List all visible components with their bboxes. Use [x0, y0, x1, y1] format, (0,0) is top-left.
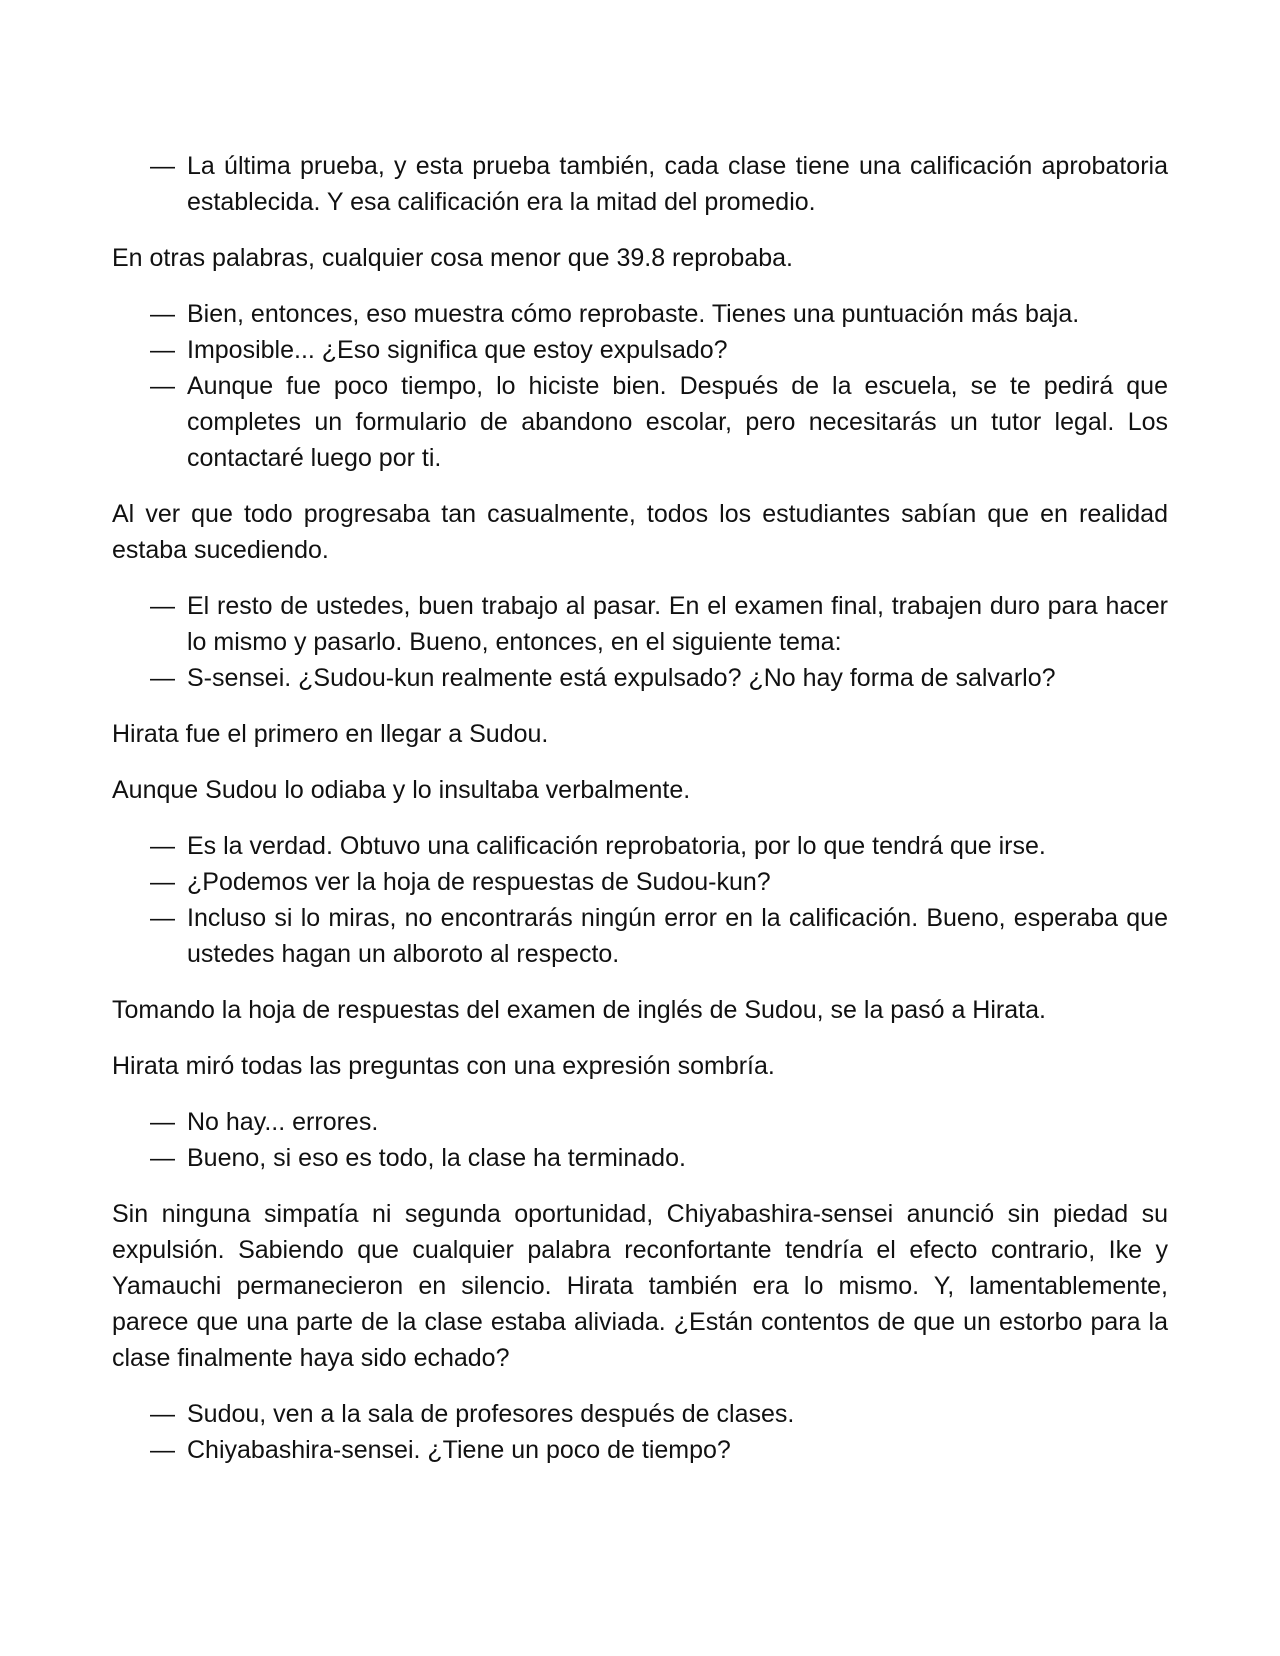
dialogue-dash: — — [150, 372, 175, 400]
dialogue-line — [112, 1432, 1168, 1468]
dialogue-dash: — — [150, 1108, 175, 1136]
narration-paragraph: En otras palabras, cualquier cosa menor que 39.8 reprobaba. — [112, 244, 793, 272]
dialogue-dash: — — [150, 832, 175, 860]
dialogue-line — [112, 828, 1168, 864]
dialogue-line — [112, 332, 1168, 368]
narration-paragraph: Hirata miró todas las preguntas con una expresión sombría. — [112, 1052, 775, 1080]
dialogue-group — [112, 148, 1168, 220]
narration-paragraph: Sin ninguna simpatía ni segunda oportunidad, Chiyabashira-sensei anunció sin piedad su expulsión. Sabiendo que cualquier palabra reconfortante tendría el efecto contrario, Ike y Yamauchi permanecieron en silencio. Hirata también era lo mismo. Y, lamentablemente, parece que una parte de la clase estaba aliviada. ¿Están contentos de que un estorbo para la clase finalmente haya sido echado? — [112, 1200, 1168, 1372]
dialogue-text: ¿Podemos ver la hoja de respuestas de Sudou-kun? — [187, 868, 771, 896]
dialogue-dash: — — [150, 1436, 175, 1464]
dialogue-text: No hay... errores. — [187, 1108, 379, 1136]
dialogue-dash: — — [150, 1400, 175, 1428]
narration-paragraph: Aunque Sudou lo odiaba y lo insultaba verbalmente. — [112, 776, 691, 804]
dialogue-line — [112, 588, 1168, 660]
narration-paragraph: Hirata fue el primero en llegar a Sudou. — [112, 720, 549, 748]
dialogue-text: Chiyabashira-sensei. ¿Tiene un poco de tiempo? — [187, 1436, 731, 1464]
dialogue-group — [112, 1396, 1168, 1468]
dialogue-text: Aunque fue poco tiempo, lo hiciste bien. Después de la escuela, se te pedirá que completes un formulario de abandono escolar, pero necesitarás un tutor legal. Los contactaré luego por ti. — [187, 372, 1168, 472]
dialogue-text: Bien, entonces, eso muestra cómo reprobaste. Tienes una puntuación más baja. — [187, 300, 1080, 328]
dialogue-dash: — — [150, 904, 175, 932]
narration-paragraph: Al ver que todo progresaba tan casualmente, todos los estudiantes sabían que en realidad estaba sucediendo. — [112, 500, 1168, 564]
dialogue-group — [112, 296, 1168, 476]
dialogue-dash: — — [150, 336, 175, 364]
dialogue-text: Incluso si lo miras, no encontrarás ningún error en la calificación. Bueno, esperaba que ustedes hagan un alboroto al respecto. — [187, 904, 1168, 968]
dialogue-line — [112, 900, 1168, 972]
dialogue-text: La última prueba, y esta prueba también, cada clase tiene una calificación aprobatoria establecida. Y esa calificación era la mitad del promedio. — [187, 152, 1168, 216]
dialogue-text: El resto de ustedes, buen trabajo al pasar. En el examen final, trabajen duro para hacer lo mismo y pasarlo. Bueno, entonces, en el siguiente tema: — [187, 592, 1168, 656]
dialogue-line — [112, 1396, 1168, 1432]
dialogue-group — [112, 828, 1168, 972]
dialogue-line — [112, 864, 1168, 900]
dialogue-dash: — — [150, 152, 175, 180]
dialogue-text: Bueno, si eso es todo, la clase ha terminado. — [187, 1144, 686, 1172]
document-page — [112, 148, 1168, 1488]
dialogue-dash: — — [150, 592, 175, 620]
dialogue-line — [112, 296, 1168, 332]
dialogue-line — [112, 1104, 1168, 1140]
dialogue-line — [112, 660, 1168, 696]
dialogue-text: S-sensei. ¿Sudou-kun realmente está expulsado? ¿No hay forma de salvarlo? — [187, 664, 1056, 692]
dialogue-dash: — — [150, 868, 175, 896]
dialogue-group — [112, 588, 1168, 696]
narration-paragraph: Tomando la hoja de respuestas del examen de inglés de Sudou, se la pasó a Hirata. — [112, 996, 1046, 1024]
dialogue-line — [112, 148, 1168, 220]
dialogue-dash: — — [150, 664, 175, 692]
dialogue-text: Es la verdad. Obtuvo una calificación reprobatoria, por lo que tendrá que irse. — [187, 832, 1046, 860]
dialogue-line — [112, 368, 1168, 476]
dialogue-dash: — — [150, 1144, 175, 1172]
dialogue-text: Sudou, ven a la sala de profesores después de clases. — [187, 1400, 795, 1428]
dialogue-dash: — — [150, 300, 175, 328]
dialogue-line — [112, 1140, 1168, 1176]
dialogue-group — [112, 1104, 1168, 1176]
dialogue-text: Imposible... ¿Eso significa que estoy expulsado? — [187, 336, 728, 364]
